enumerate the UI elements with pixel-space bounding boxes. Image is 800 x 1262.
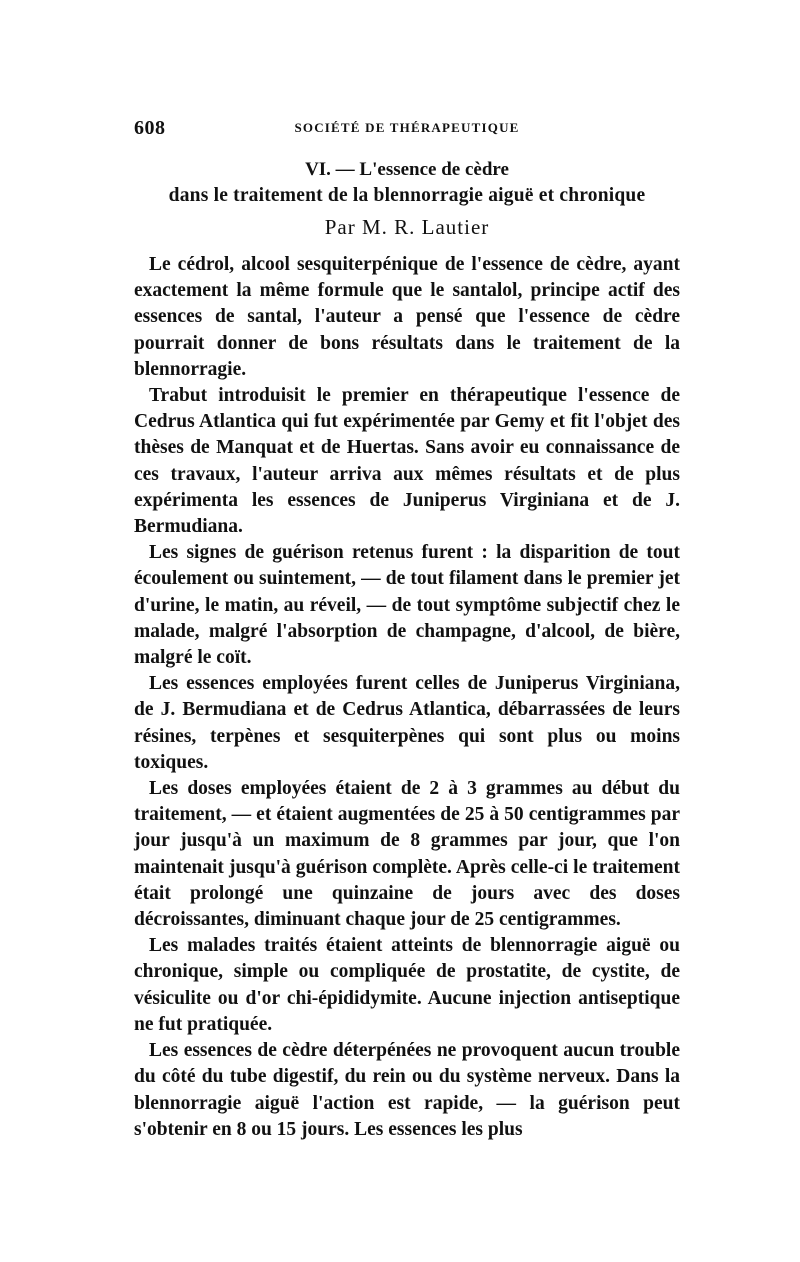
running-header bbox=[134, 117, 680, 141]
paragraph: Trabut introduisit le premier en thérapeutique l'essence de Cedrus Atlantica qui fut expérimentée par Gemy et fit l'objet des thèses de Manquat et de Huertas. Sans avoir eu connaissance de ces travaux, l'auteur arriva aux mêmes résultats et de plus expérimenta les essences de Juniperus Virginiana et de J. Bermudiana. bbox=[134, 385, 680, 538]
paragraph: Les essences employées furent celles de Juniperus Virginiana, de J. Bermudiana et de Cedrus Atlantica, débarrassées de leurs résines, terpènes et sesquiterpènes qui sont plus ou moins toxiques. bbox=[134, 673, 680, 773]
paragraph: Le cédrol, alcool sesquiterpénique de l'essence de cèdre, ayant exactement la même formule que le santalol, principe actif des essences de santal, l'auteur a pensé que l'essence de cèdre pourrait donner de bons résultats dans le traitement de la blennorragie. bbox=[134, 254, 680, 380]
article-title-line-2: dans le traitement de la blennorragie aiguë et chronique bbox=[168, 185, 646, 206]
paragraph: Les essences de cèdre déterpénées ne provoquent aucun trouble du côté du tube digestif, du rein ou du système nerveux. Dans la blennorragie aiguë l'action est rapide, — la guérison peut s'obtenir en 8 ou 15 jours. Les essences les plus bbox=[134, 1040, 680, 1140]
article-body bbox=[134, 252, 680, 1143]
paragraph: Les signes de guérison retenus furent : la disparition de tout écoulement ou suintement, — de tout filament dans le premier jet d'urine, le matin, au réveil, — de tout symptôme subjectif chez le malade, malgré l'absorption de champagne, d'alcool, de bière, malgré le coït. bbox=[134, 542, 680, 669]
article-author: Par M. R. Lautier bbox=[324, 215, 490, 239]
paragraph: Les doses employées étaient de 2 à 3 grammes au début du traitement, — et étaient augmentées de 25 à 50 centigrammes par jour jusqu'à un maximum de 8 grammes par jour, que l'on maintenait jusqu'à guérison complète. Après celle-ci le traitement était prolongé une quinzaine de jours avec des doses décroissantes, diminuant chaque jour de 25 centigrammes. bbox=[134, 778, 680, 931]
article-title-line-1: VI. — L'essence de cèdre bbox=[305, 159, 509, 180]
paragraph: Les malades traités étaient atteints de blennorragie aiguë ou chronique, simple ou compliquée de prostatite, de cystite, de vésiculite ou d'or chi-épididymite. Aucune injection antiseptique ne fut pratiquée. bbox=[134, 935, 680, 1035]
page-number: 608 bbox=[134, 117, 166, 139]
running-title: SOCIÉTÉ DE THÉRAPEUTIQUE bbox=[294, 120, 520, 135]
